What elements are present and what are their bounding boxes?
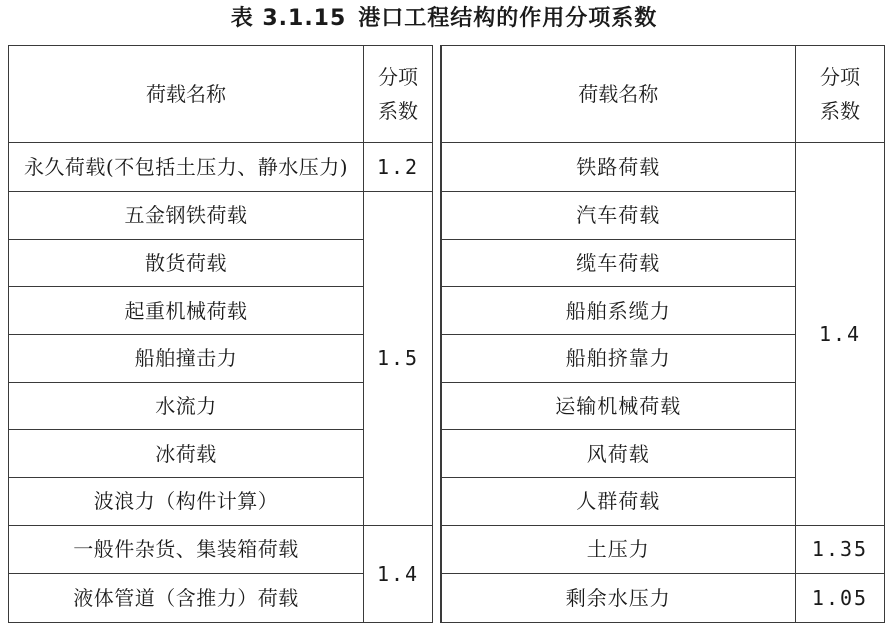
left-load-name: 水流力 <box>9 382 364 430</box>
right-load-name: 人群荷载 <box>441 477 796 525</box>
left-load-name: 波浪力（构件计算） <box>9 477 364 525</box>
right-header-name: 荷载名称 <box>441 46 796 143</box>
table-title <box>0 2 888 36</box>
left-header-coef-line1: 分项 <box>378 65 418 90</box>
left-load-name: 五金钢铁荷载 <box>9 192 364 240</box>
left-header-coef-line2: 系数 <box>378 99 418 124</box>
table-row <box>9 477 885 525</box>
table-row <box>9 143 885 192</box>
left-coef-group: 1.5 <box>364 192 433 526</box>
right-coef-variable: 1.4 <box>796 143 885 525</box>
left-load-name: 一般件杂货、集装箱荷载 <box>9 525 364 574</box>
right-load-name: 剩余水压力 <box>441 574 796 623</box>
left-coef-cargo: 1.4 <box>364 525 433 622</box>
right-load-name: 船舶系缆力 <box>441 287 796 335</box>
right-load-name: 铁路荷载 <box>441 143 796 192</box>
table-number: 表 3.1.15 <box>230 6 347 31</box>
right-load-name: 风荷载 <box>441 430 796 478</box>
left-load-name: 船舶撞击力 <box>9 334 364 382</box>
table-row <box>9 574 885 623</box>
right-load-name: 汽车荷载 <box>441 192 796 240</box>
table-row <box>9 334 885 382</box>
right-header-coef <box>796 46 885 143</box>
left-header-name: 荷载名称 <box>9 46 364 143</box>
column-gap <box>433 46 441 623</box>
left-coef-permanent: 1.2 <box>364 143 433 192</box>
table-header-row <box>9 46 885 143</box>
right-coef-earth: 1.35 <box>796 525 885 574</box>
right-load-name: 船舶挤靠力 <box>441 334 796 382</box>
left-load-name: 液体管道（含推力）荷载 <box>9 574 364 623</box>
left-load-name: 散货荷载 <box>9 239 364 287</box>
right-load-name: 运输机械荷载 <box>441 382 796 430</box>
left-load-name: 永久荷载(不包括土压力、静水压力) <box>9 143 364 192</box>
right-header-coef-line1: 分项 <box>820 65 860 90</box>
right-header-coef-line2: 系数 <box>820 99 860 124</box>
table-row <box>9 430 885 478</box>
table-row <box>9 287 885 335</box>
left-load-name: 起重机械荷载 <box>9 287 364 335</box>
right-load-name: 土压力 <box>441 525 796 574</box>
table-row <box>9 525 885 574</box>
table-row <box>9 239 885 287</box>
right-load-name: 缆车荷载 <box>441 239 796 287</box>
left-header-coef <box>364 46 433 143</box>
table-caption: 港口工程结构的作用分项系数 <box>358 6 658 31</box>
load-factor-table <box>8 45 885 623</box>
right-coef-residual: 1.05 <box>796 574 885 623</box>
left-load-name: 冰荷载 <box>9 430 364 478</box>
table-row <box>9 382 885 430</box>
table-row <box>9 192 885 240</box>
